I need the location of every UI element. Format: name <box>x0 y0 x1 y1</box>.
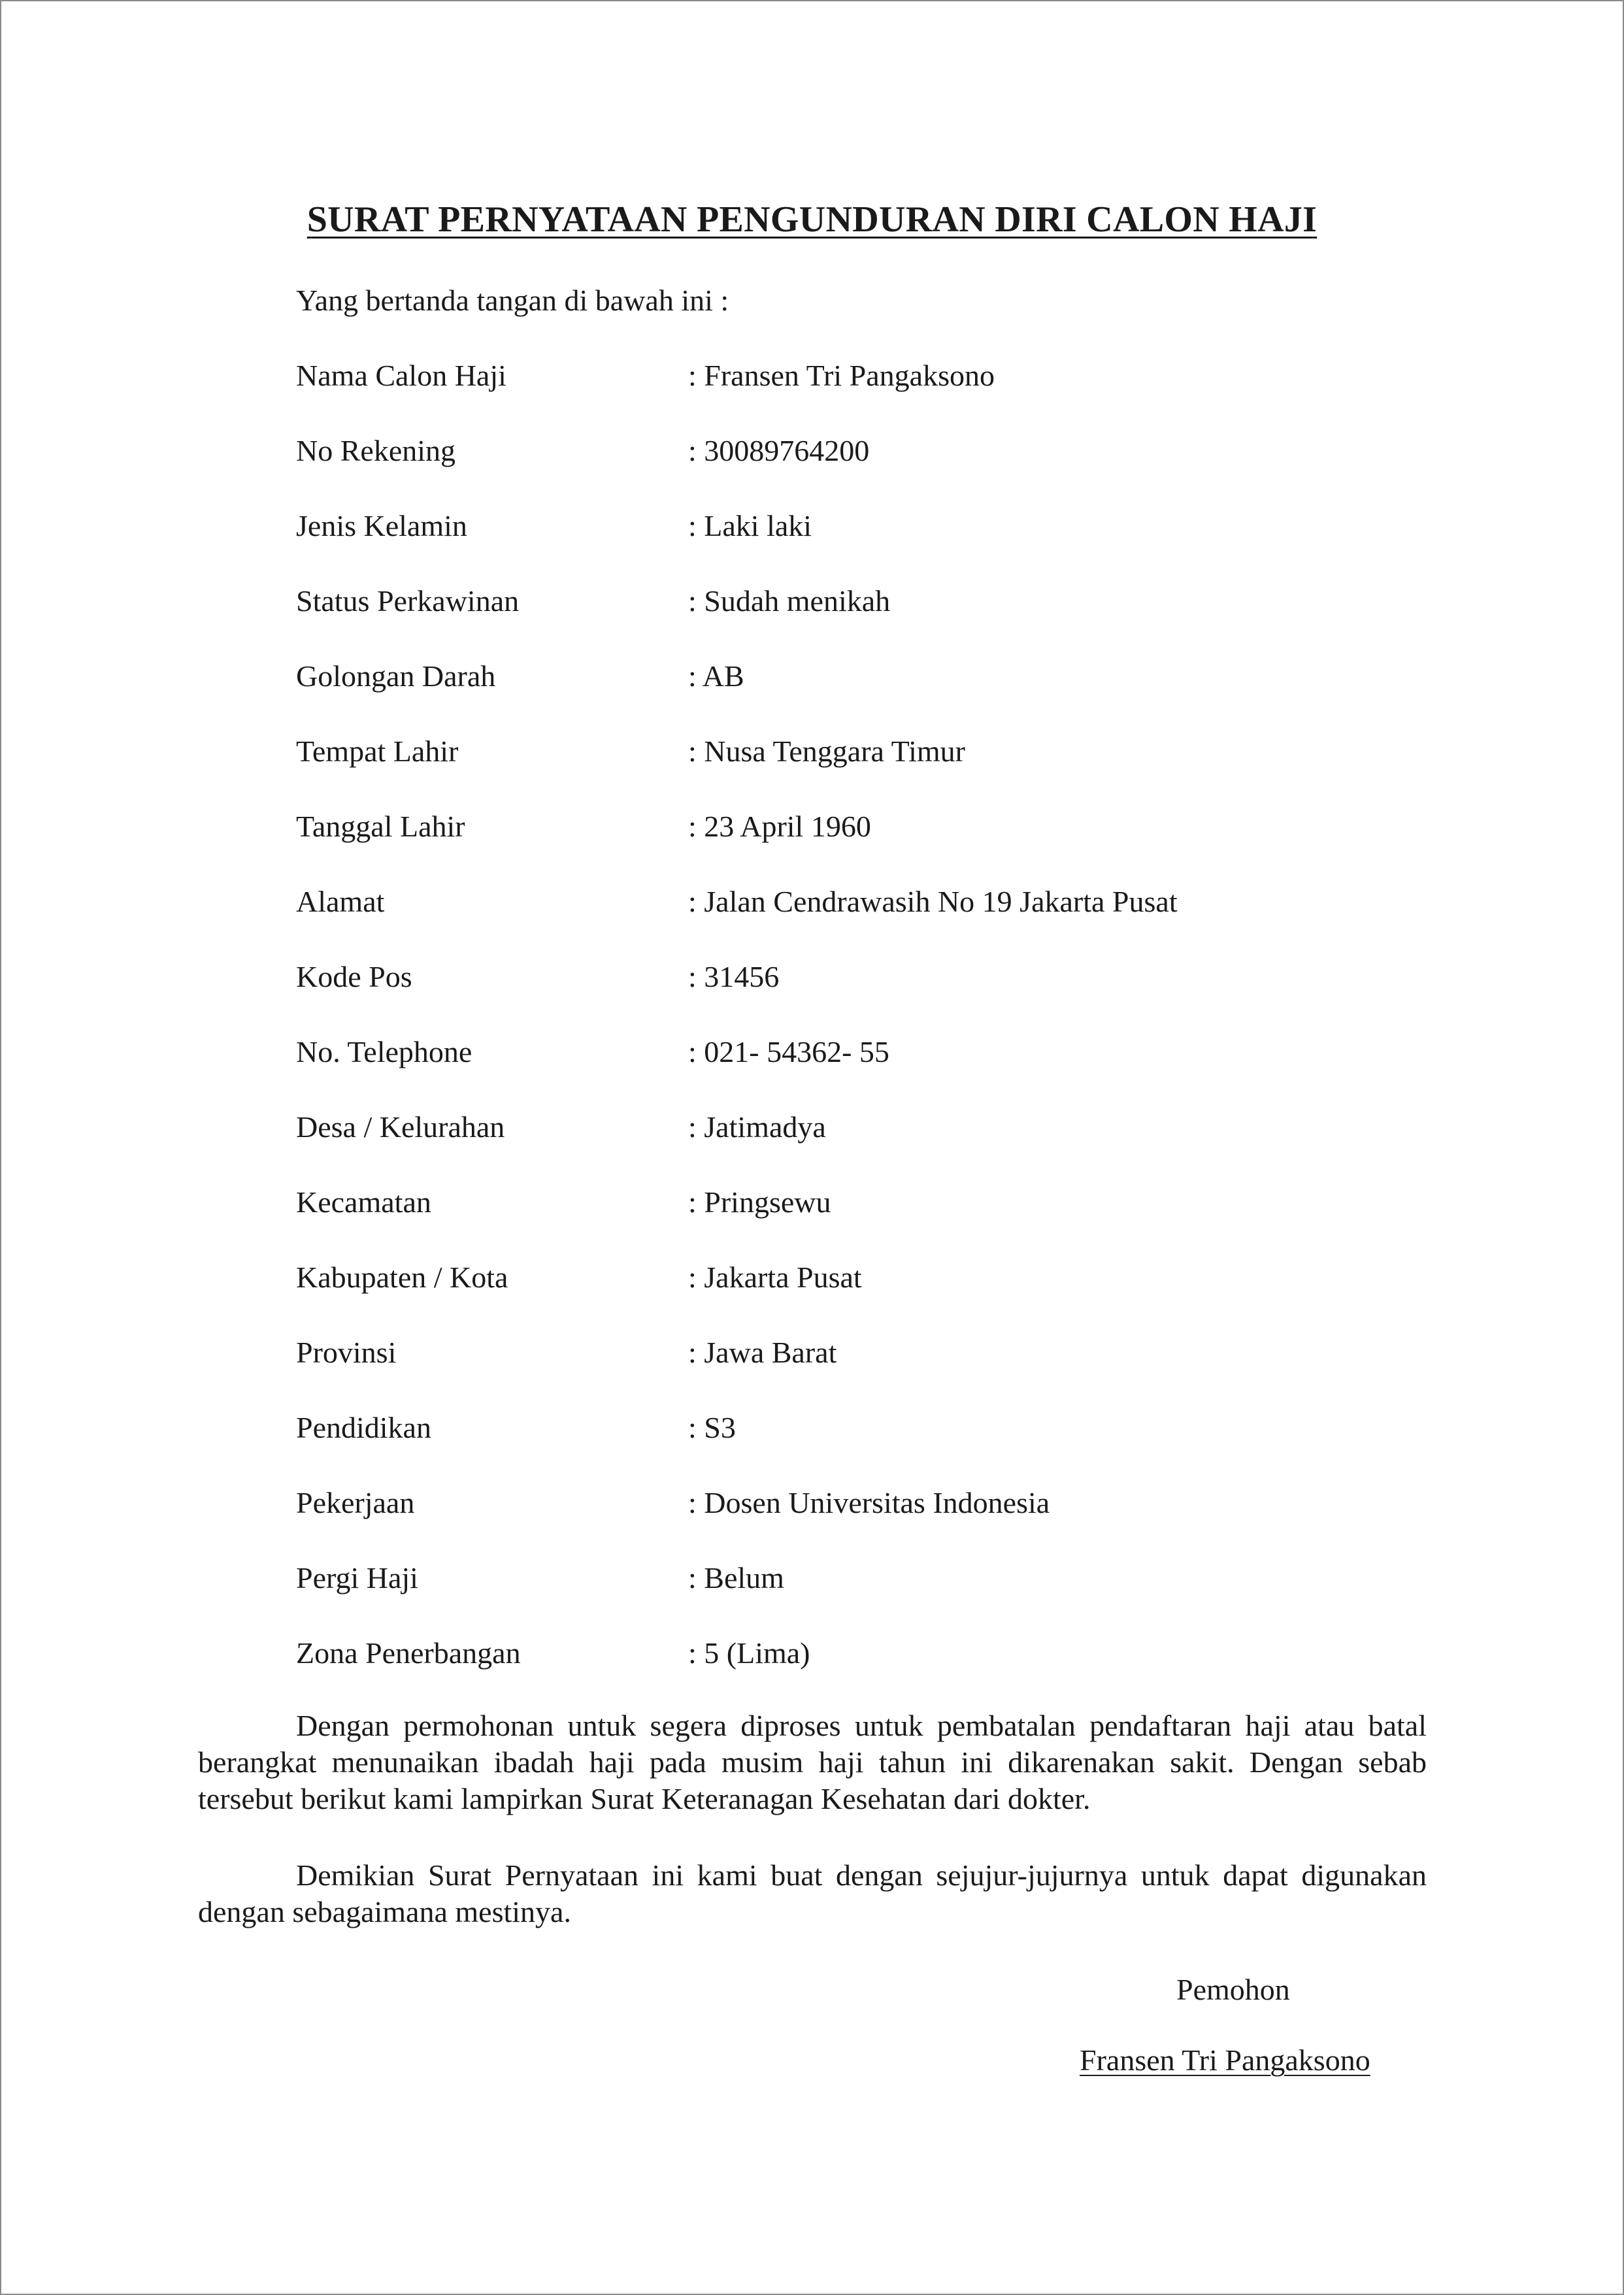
field-label: No. Telephone <box>296 1035 472 1068</box>
request-paragraph: Dengan permohonan untuk segera diproses untuk pembatalan pendaftaran haji atau batal berangkat menunaikan ibadah haji pada musim haji tahun ini dikarenakan sakit. Dengan sebab tersebut berikut kami lampirkan Surat Keteranagan Kesehatan dari dokter. <box>198 1709 1427 1815</box>
field-value: : AB <box>688 659 744 693</box>
field-label: Pekerjaan <box>296 1486 415 1519</box>
intro-text: Yang bertanda tangan di bawah ini : <box>296 284 729 317</box>
field-value: : Fransen Tri Pangaksono <box>688 359 995 392</box>
field-label: Zona Penerbangan <box>296 1636 521 1670</box>
field-value: : Jawa Barat <box>688 1336 837 1369</box>
field-label: Jenis Kelamin <box>296 509 467 542</box>
field-label: Golongan Darah <box>296 659 496 693</box>
field-label: Provinsi <box>296 1336 397 1369</box>
field-label: Pergi Haji <box>296 1561 418 1594</box>
field-value: : Pringsewu <box>688 1185 831 1219</box>
field-value: : Jakarta Pusat <box>688 1261 862 1294</box>
field-label: Desa / Kelurahan <box>296 1110 505 1144</box>
field-value: : 23 April 1960 <box>688 810 871 843</box>
field-value: : Laki laki <box>688 509 812 542</box>
field-label: Tempat Lahir <box>296 735 459 768</box>
field-value: : Jatimadya <box>688 1110 826 1144</box>
field-value: : S3 <box>688 1411 736 1444</box>
field-value: : 021- 54362- 55 <box>688 1035 889 1068</box>
field-value: : Belum <box>688 1561 784 1594</box>
field-value: : 5 (Lima) <box>688 1636 810 1670</box>
field-label: Alamat <box>296 885 385 918</box>
field-label: Pendidikan <box>296 1411 431 1444</box>
field-label: Tanggal Lahir <box>296 810 465 843</box>
field-label: Nama Calon Haji <box>296 359 506 392</box>
field-value: : Dosen Universitas Indonesia <box>688 1486 1050 1519</box>
field-label: Kabupaten / Kota <box>296 1261 508 1294</box>
signature-name: Fransen Tri Pangaksono <box>1080 2043 1370 2077</box>
closing-paragraph: Demikian Surat Pernyataan ini kami buat dengan sejujur-jujurnya untuk dapat digunakan dengan sebagaimana mestinya. <box>198 1858 1427 1928</box>
field-value: : 30089764200 <box>688 434 870 467</box>
signature-label: Pemohon <box>1176 1973 1290 2006</box>
field-label: Kecamatan <box>296 1185 431 1219</box>
field-value: : Nusa Tenggara Timur <box>688 735 965 768</box>
field-value: : Jalan Cendrawasih No 19 Jakarta Pusat <box>688 885 1178 918</box>
document-title: SURAT PERNYATAAN PENGUNDURAN DIRI CALON HAJI <box>307 199 1317 240</box>
field-label: No Rekening <box>296 434 456 467</box>
field-value: : 31456 <box>688 960 780 993</box>
field-value: : Sudah menikah <box>688 584 891 618</box>
field-label: Status Perkawinan <box>296 584 520 618</box>
field-label: Kode Pos <box>296 960 412 993</box>
